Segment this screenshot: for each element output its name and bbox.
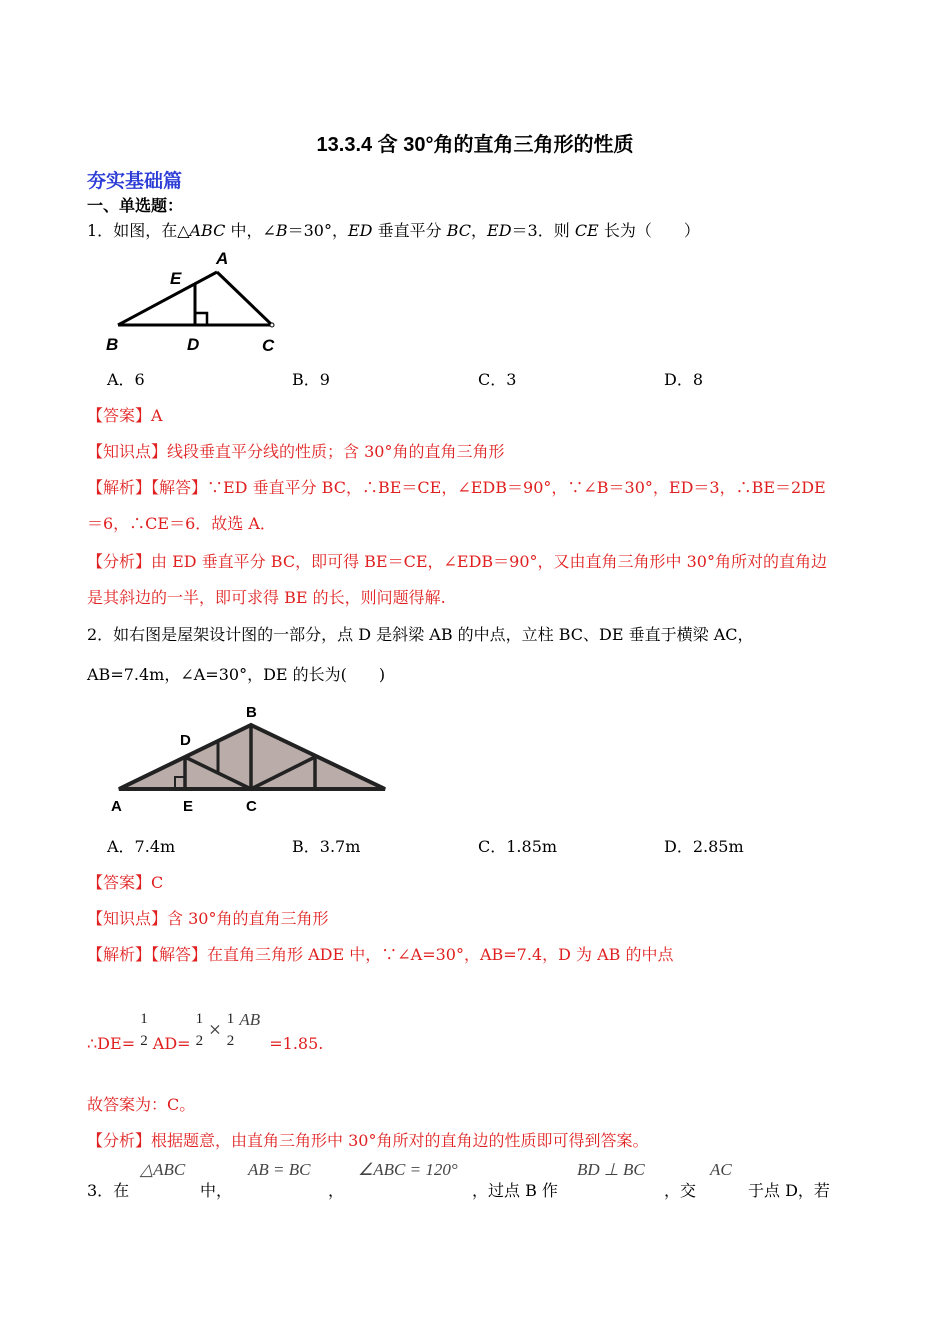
page-title: 13.3.4 含 30°角的直角三角形的性质 <box>316 134 634 156</box>
q1-triangle-figure <box>100 248 300 358</box>
q1-label-a: A <box>216 249 229 268</box>
q2-label-c: C <box>246 798 257 815</box>
part-label: 一、单选题： <box>87 198 184 215</box>
q3-math-perp: BD ⊥ BC <box>577 1160 645 1179</box>
q2-option-c[interactable]: C．1.85m <box>478 837 558 856</box>
q2-label-b: B <box>246 704 257 721</box>
q2-answer: 【答案】C <box>87 873 164 892</box>
q1-analysis-line1: 【解析】【解答】∵ED 垂直平分 BC，∴BE＝CE，∠EDB＝90°，∵∠B＝30°，ED＝3，∴BE＝2DE <box>87 478 826 497</box>
q1-stem: 1．如图，在△ABC 中，∠B＝30°，ED 垂直平分 BC，ED＝3．则 CE 长为（ ） <box>87 221 700 240</box>
q2-stem-line1: 2．如右图是屋架设计图的一部分，点 D 是斜梁 AB 的中点，立柱 BC、DE 垂直于横梁 AC， <box>87 625 754 644</box>
q3-text-3: ，过点 B 作 <box>472 1181 558 1200</box>
q2-conclusion: 故答案为：C。 <box>87 1095 196 1114</box>
q2-stem-line2: AB=7.4m，∠A=30°，DE 的长为( ) <box>87 665 386 684</box>
q1-option-c[interactable]: C．3 <box>478 370 517 389</box>
q1-knowledge: 【知识点】线段垂直平分线的性质；含 30°角的直角三角形 <box>87 442 505 461</box>
q1-analysis-line2: ＝6，∴CE＝6．故选 A． <box>87 514 276 533</box>
q1-fenxi-line2: 是其斜边的一半，即可求得 BE 的长，则问题得解. <box>87 588 446 607</box>
q2-label-e: E <box>183 798 194 815</box>
q3-math-ac: AC <box>710 1160 732 1179</box>
q2-option-d[interactable]: D．2.85m <box>664 837 744 856</box>
q1-answer: 【答案】A <box>87 406 163 425</box>
q2-calc-line: ∴DE= 1 2 AD= 1 2 × 1 2 AB =1.85. <box>87 1009 324 1053</box>
q1-label-c: C <box>262 336 275 355</box>
q3-num: 3．在 <box>87 1181 130 1200</box>
q2-fenxi: 【分析】根据题意，由直角三角形中 30°角所对的直角边的性质即可得到答案。 <box>87 1131 649 1150</box>
q2-truss-figure <box>105 697 395 817</box>
q2-knowledge: 【知识点】含 30°角的直角三角形 <box>87 909 329 928</box>
q1-option-d[interactable]: D．8 <box>664 370 704 389</box>
q2-option-a[interactable]: A．7.4m <box>107 837 176 856</box>
q1-label-b: B <box>106 335 119 354</box>
fraction-half-3: 1 2 <box>226 1011 235 1049</box>
q2-analysis: 【解析】【解答】在直角三角形 ADE 中，∵∠A=30°，AB=7.4，D 为 AB 的中点 <box>87 945 674 964</box>
section-label: 夯实基础篇 <box>87 171 183 192</box>
fraction-half-2: 1 2 <box>195 1011 204 1049</box>
q3-math-angle: ∠ABC = 120° <box>358 1160 458 1179</box>
q1-option-b[interactable]: B．9 <box>292 370 330 389</box>
q1-label-e: E <box>170 269 182 288</box>
q2-label-d: D <box>180 732 191 749</box>
q2-label-a: A <box>111 798 122 815</box>
fraction-half-1: 1 2 <box>140 1011 148 1049</box>
q3-text-2: ， <box>328 1181 345 1200</box>
q1-label-d: D <box>187 335 200 354</box>
q2-option-b[interactable]: B．3.7m <box>292 837 361 856</box>
q3-text-1: 中， <box>200 1181 233 1200</box>
q3-text-4: ，交 <box>664 1181 697 1200</box>
q1-option-a[interactable]: A．6 <box>107 370 145 389</box>
q3-math-triangle: △ABC <box>140 1160 186 1179</box>
q3-text-5: 于点 D，若 <box>748 1181 830 1200</box>
q1-fenxi-line1: 【分析】由 ED 垂直平分 BC，即可得 BE＝CE，∠EDB＝90°，又由直角三角形中 30°角所对的直角边 <box>87 552 827 571</box>
q3-math-equal-sides: AB = BC <box>248 1160 311 1179</box>
